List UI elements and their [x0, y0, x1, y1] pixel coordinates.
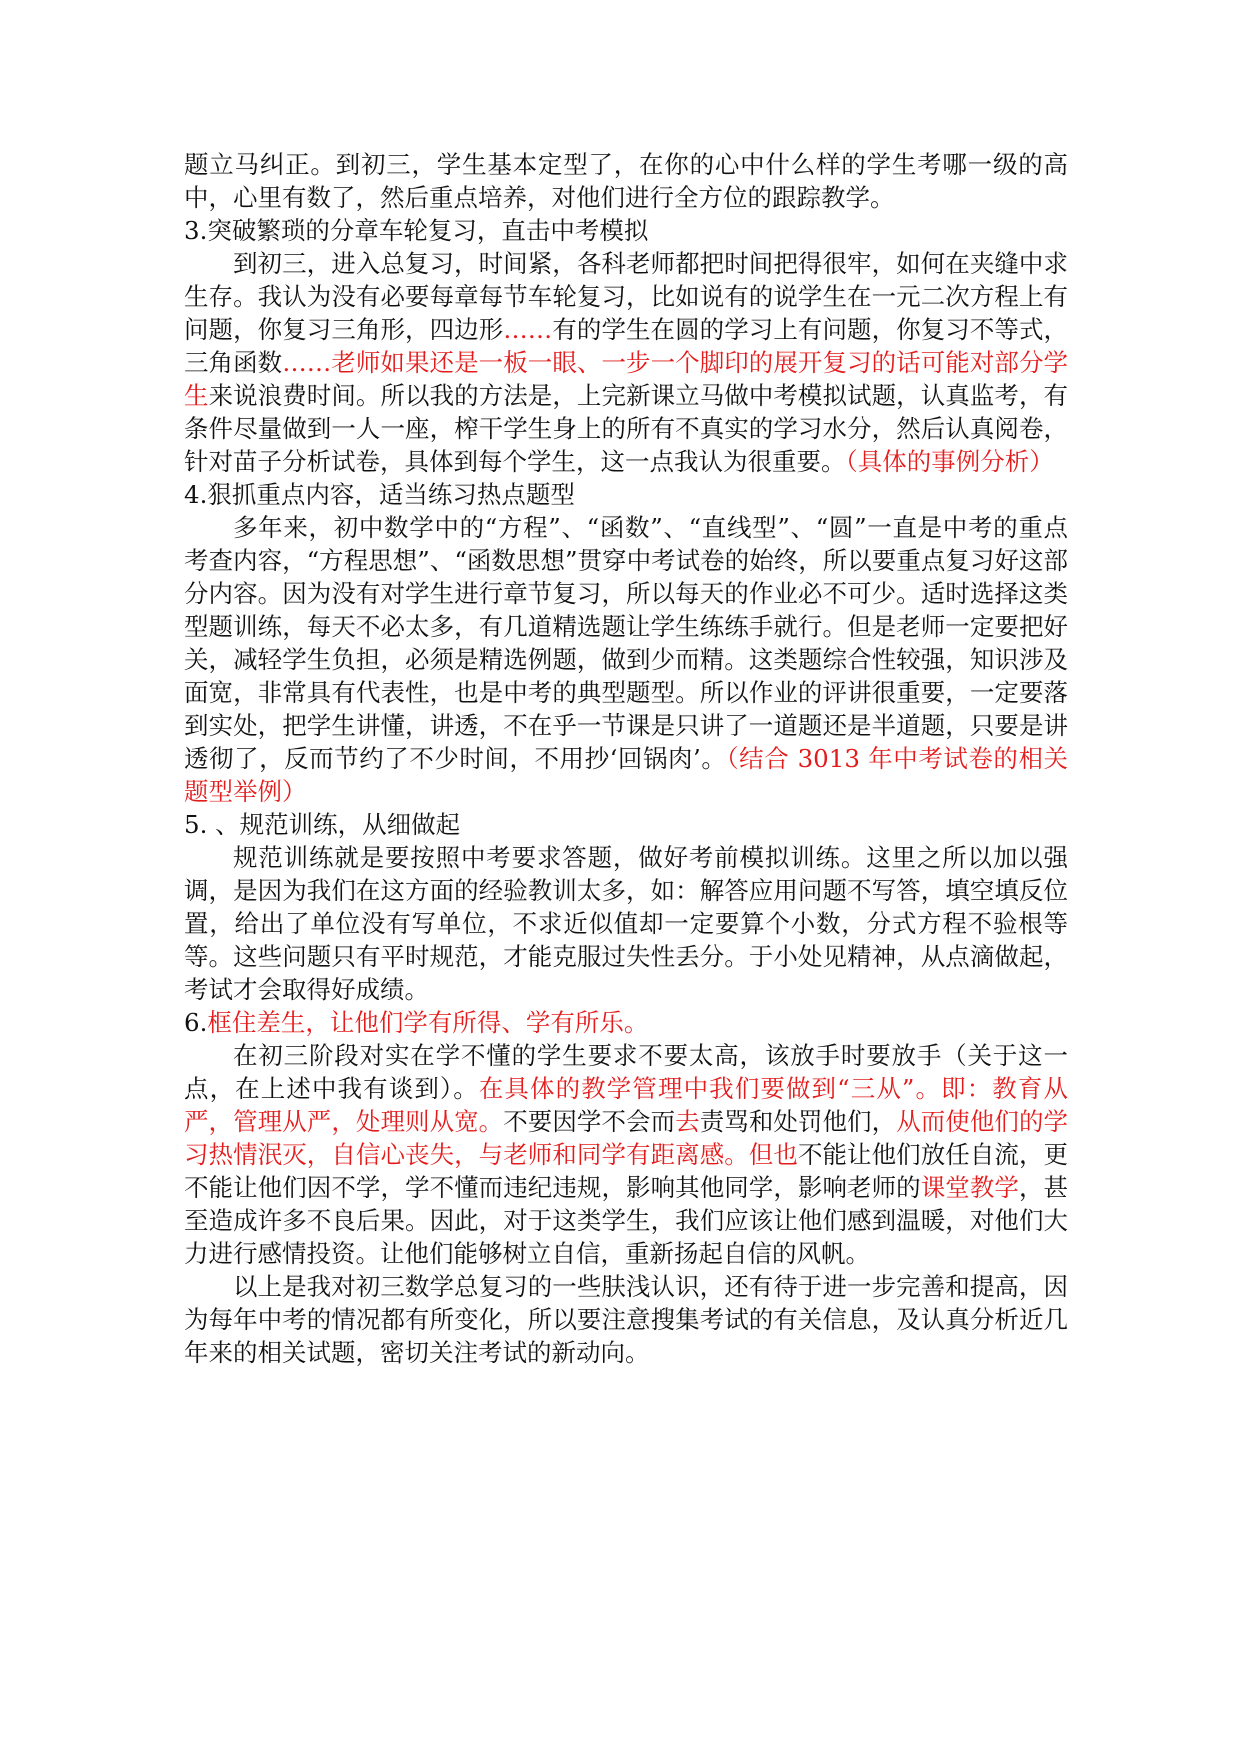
text-run: 6.	[184, 1008, 208, 1037]
text-run: 规范训练就是要按照中考要求答题，做好考前模拟训练。这里之所以加以强调，是因为我们在这方面的经验教训太多，如：解答应用问题不写答，填空填反位置，给出了单位没有写单位，不求近似值却一定要算个小数，分式方程不验根等等。这些问题只有平时规范，才能克服过失性丢分。于小处见精神，从点滴做起，考试才会取得好成绩。	[184, 843, 1068, 1004]
highlighted-text: 从而使他们的学习热情泯灭，自信心丧失，与老师和同学有距离感。但也	[184, 1107, 1069, 1169]
highlighted-text: 在具体的教学管理中我们要做到“三从”。即：教育从严，管理从严，处理则从宽。	[184, 1074, 1068, 1136]
text-run: 到初三，进入总复习，时间紧，各科老师都把时间把得很牢，如何在夹缝中求生存。我认为没有必要每章每节车轮复习，比如说有的说学生在一元二次方程上有问题，你复习三角形，四边形	[184, 249, 1068, 344]
section-heading	[184, 1006, 1068, 1039]
highlighted-text: （结合 3013 年中考试卷的相关题型举例）	[184, 744, 1068, 806]
text-run: 不要因学不会而	[503, 1107, 676, 1136]
text-run: 以上是我对初三数学总复习的一些肤浅认识，还有待于进一步完善和提高，因为每年中考的情况都有所变化，所以要注意搜集考试的有关信息，及认真分析近几年来的相关试题，密切关注考试的新动向。	[184, 1272, 1068, 1367]
paragraph	[184, 841, 1068, 1006]
section-heading	[184, 478, 1068, 511]
document-page	[184, 148, 1068, 1369]
paragraph	[184, 1039, 1068, 1270]
text-run: 责骂和处罚他们，	[699, 1107, 897, 1136]
text-run: 4.狠抓重点内容，适当练习热点题型	[184, 480, 575, 509]
highlighted-text: 课堂教学	[920, 1173, 1019, 1202]
text-run: 多年来，初中数学中的“方程”、“函数”、“直线型”、“圆”一直是中考的重点考查内容，“方程思想”、“函数思想”贯穿中考试卷的始终，所以要重点复习好这部分内容。因为没有对学生进行章节复习，所以每天的作业必不可少。适时选择这类型题训练，每天不必太多，有几道精选题让学生练练手就行。但是老师一定要把好关，减轻学生负担，必须是精选例题，做到少而精。这类题综合性较强，知识涉及面宽，非常具有代表性，也是中考的典型题型。所以作业的评讲很重要，一定要落到实处，把学生讲懂，讲透，不在乎一节课是只讲了一道题还是半道题，只要是讲透彻了，反而节约了不少时间，不用抄‘回锅肉’。	[184, 513, 1068, 773]
highlighted-text: （具体的事例分析）	[845, 447, 1054, 476]
section-heading	[184, 808, 1068, 841]
text-run: 在初三阶段对实在学不懂的学生要求不要太高，该放手时要放手（关于这一点，在上述中我有谈到）。	[184, 1041, 1068, 1103]
paragraph	[184, 1270, 1068, 1369]
text-run: 5. 、规范训练，从细做起	[184, 810, 461, 839]
highlighted-text: ……老师如果还是一板一眼、一步一个脚印的展开复习的话可能对部分学生	[184, 348, 1069, 410]
paragraph	[184, 511, 1068, 808]
text-run: 有的学生在圆的学习上有问题，你复习不等式，三角函数	[184, 315, 1068, 377]
text-run: ，甚至造成许多不良后果。因此，对于这类学生，我们应该让他们感到温暖，对他们大力进行感情投资。让他们能够树立自信，重新扬起自信的风帆。	[184, 1173, 1069, 1268]
text-run: 3.突破繁琐的分章车轮复习，直击中考模拟	[184, 216, 649, 245]
highlighted-text: 去	[675, 1107, 700, 1136]
highlighted-text: 框住差生，让他们学有所得、学有所乐。	[207, 1008, 649, 1037]
text-run: 题立马纠正。到初三，学生基本定型了，在你的心中什么样的学生考哪一级的高中，心里有数了，然后重点培养，对他们进行全方位的跟踪教学。	[184, 150, 1068, 212]
section-heading	[184, 214, 1068, 247]
text-run: 来说浪费时间。所以我的方法是，上完新课立马做中考模拟试题，认真监考，有条件尽量做到一人一座，榨干学生身上的所有不真实的学习水分，然后认真阅卷，针对苗子分析试卷，具体到每个学生，这一点我认为很重要。	[184, 381, 1069, 476]
highlighted-text: ……	[503, 315, 553, 344]
text-run: 不能让他们放任自流，更不能让他们因不学，学不懂而违纪违规，影响其他同学，影响老师的	[184, 1140, 1069, 1202]
paragraph	[184, 247, 1068, 478]
paragraph	[184, 148, 1068, 214]
